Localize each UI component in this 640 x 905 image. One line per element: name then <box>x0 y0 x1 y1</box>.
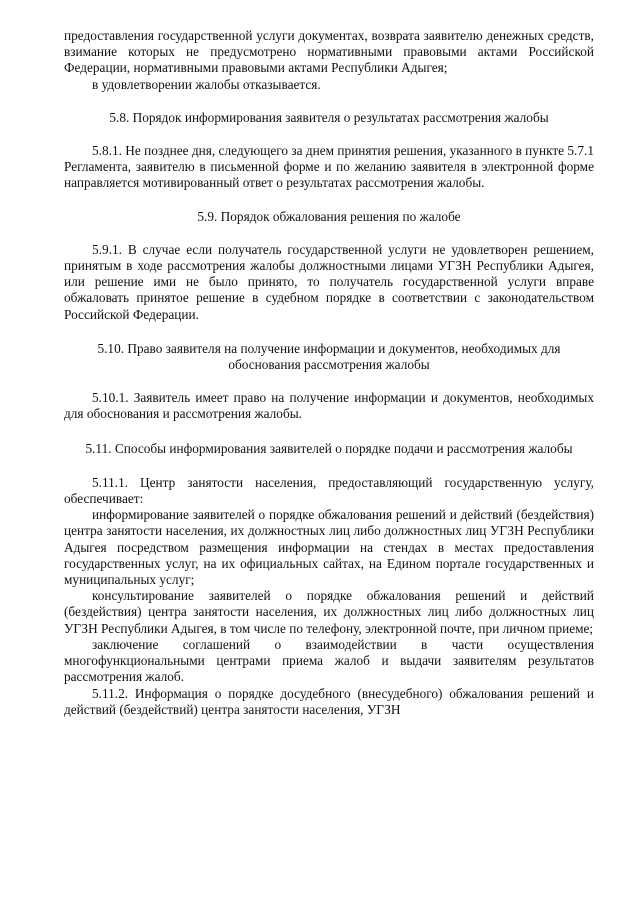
paragraph: 5.11.2. Информация о порядке досудебного (внесудебного) обжалования решений и действий (бездействий) центра занятости населения, УГЗН <box>64 685 594 717</box>
section-heading: 5.9. Порядок обжалования решения по жалобе <box>197 208 461 224</box>
paragraph: 5.10.1. Заявитель имеет право на получение информации и документов, необходимых для обоснования и рассмотрения жалобы. <box>64 390 594 422</box>
paragraph: консультирование заявителей о порядке обжалования решений и действий (бездействия) центра занятости населения, их должностных лиц либо должностных лиц УГЗН Республики Адыгея, в том числе по телефону, электронной почте, при личном приеме; <box>64 588 594 636</box>
section-heading: 5.10. Право заявителя на получение информации и документов, необходимых для обоснования рассмотрения жалобы <box>97 340 561 373</box>
paragraph: предоставления государственной услуги документах, возврата заявителю денежных средств, взимание которых не предусмотрено нормативными правовыми актами Российской Федерации, нормативными правовыми актами Республики Адыгея; <box>64 28 594 76</box>
paragraph: заключение соглашений о взаимодействии в части осуществления многофункциональными центрами приема жалоб и выдачи заявителям результатов рассмотрения жалоб. <box>64 636 594 685</box>
section-heading: 5.11. Способы информирования заявителей о порядке подачи и рассмотрения жалобы <box>85 440 573 456</box>
paragraph: 5.9.1. В случае если получатель государственной услуги не удовлетворен решением, принятым в ходе рассмотрения жалобы должностными лицами УГЗН Республики Адыгея, или решение ими не было принято, то получатель государственной услуги вправе обжаловать принятое решение в судебном порядке в соответствии с законодательством Российской Федерации. <box>64 241 594 322</box>
paragraph: в удовлетворении жалобы отказывается. <box>92 76 321 92</box>
paragraph: информирование заявителей о порядке обжалования решений и действий (бездействия) центра занятости населения, их должностных лиц либо должностных лиц УГЗН Республики Адыгея посредством размещения информации на стендах в местах предоставления государственных услуг, на их официальных сайтах, на Едином портале государственных и муниципальных услуг; <box>64 507 594 588</box>
section-heading: 5.8. Порядок информирования заявителя о результатах рассмотрения жалобы <box>109 109 549 125</box>
paragraph: 5.8.1. Не позднее дня, следующего за днем принятия решения, указанного в пункте 5.7.1 Регламента, заявителю в письменной форме и по желанию заявителя в электронной форме направляется мотивированный ответ о результатах рассмотрения жалобы. <box>64 143 594 191</box>
paragraph: 5.11.1. Центр занятости населения, предоставляющий государственную услугу, обеспечивает: <box>64 474 594 507</box>
